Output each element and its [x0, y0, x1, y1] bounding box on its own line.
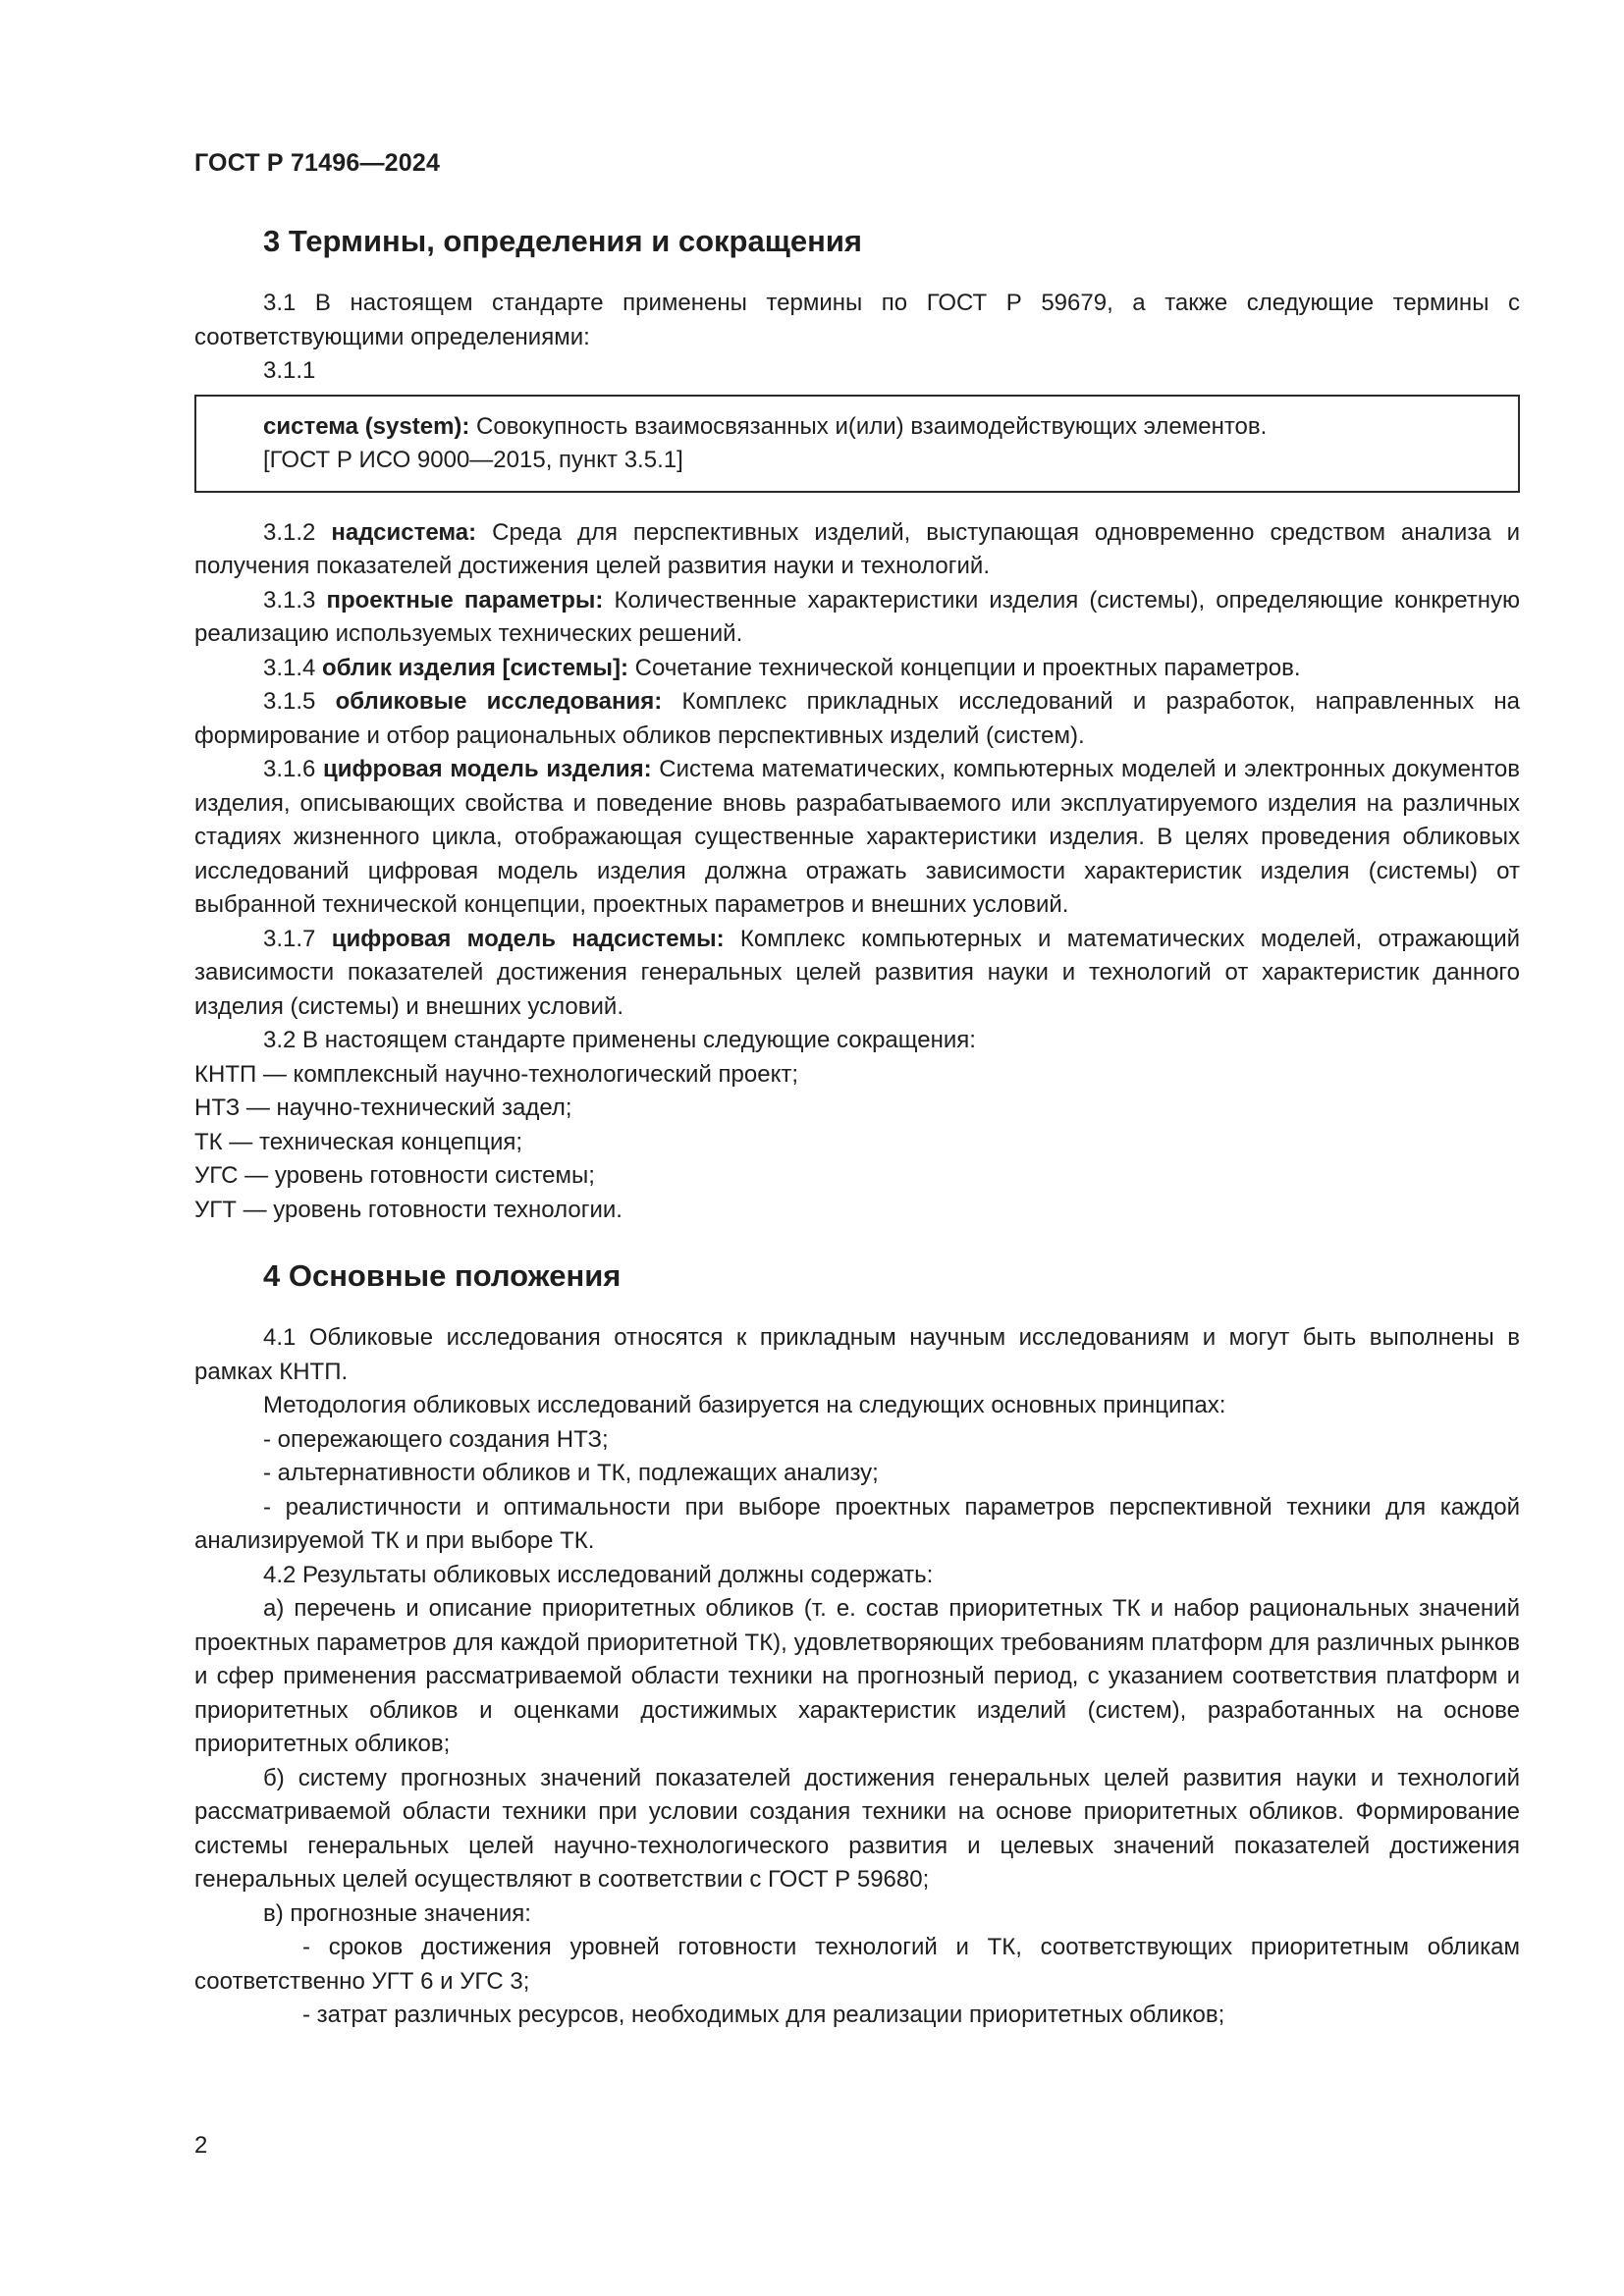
term-box-term: система (system): — [263, 412, 470, 440]
principle-item: - реалистичности и оптимальности при выборе проектных параметров перспективной техники для каждой анализируемой ТК и при выборе ТК. — [194, 1493, 1520, 1554]
term-3-1-5: 3.1.5 обликовые исследования: Комплекс прикладных исследований и разработок, направленных на формирование и отбор рациональных обликов перспективных изделий (систем). — [194, 688, 1521, 749]
term-definition-box — [194, 395, 1520, 493]
sub-item: - сроков достижения уровней готовности технологий и ТК, соответствующих приоритетным обликам соответственно УГТ 6 и УГС 3; — [194, 1934, 1520, 1995]
paragraph-3-1-1-number: 3.1.1 — [263, 357, 316, 384]
methodology-paragraph: Методология обликовых исследований базируется на следующих основных принципах: — [263, 1392, 1226, 1418]
page-number: 2 — [194, 2132, 208, 2159]
term-box-text: Совокупность взаимосвязанных и(или) взаимодействующих элементов. — [469, 412, 1268, 440]
section-3-title: 3 Термины, определения и сокращения — [263, 224, 862, 258]
paragraph-3-2: 3.2 В настоящем стандарте применены следующие сокращения: — [263, 1027, 976, 1053]
paragraph-3-1: 3.1 В настоящем стандарте применены термины по ГОСТ Р 59679, а также следующие термины с соответствующими определениями: — [194, 290, 1520, 350]
principle-item: - опережающего создания НТЗ; — [263, 1425, 609, 1453]
abbreviation-item: КНТП — комплексный научно-технологический проект; — [194, 1060, 798, 1088]
abbreviation-item: УГТ — уровень готовности технологии. — [194, 1196, 623, 1223]
principle-item: - альтернативности обликов и ТК, подлежащих анализу; — [263, 1460, 879, 1486]
term-3-1-4: 3.1.4 облик изделия [системы]: Сочетание технической концепции и проектных параметров. — [263, 654, 1301, 681]
abbreviation-item: НТЗ — научно-технический задел; — [194, 1095, 572, 1121]
term-box-source: [ГОСТ Р ИСО 9000—2015, пункт 3.5.1] — [263, 446, 683, 473]
paragraph-4-1: 4.1 Обликовые исследования относятся к прикладным научным исследованиям и могут быть выполнены в рамках КНТП. — [194, 1324, 1520, 1385]
term-3-1-3: 3.1.3 проектные параметры: Количественные характеристики изделия (системы), определяющие конкретную реализацию используемых технических решений. — [194, 586, 1520, 647]
term-3-1-7: 3.1.7 цифровая модель надсистемы: Комплекс компьютерных и математических моделей, отражающий зависимости показателей достижения генеральных целей развития науки и технологий от характеристик данного изделия (системы) и внешних условий. — [194, 925, 1521, 1020]
paragraph-4-2: 4.2 Результаты обликовых исследований должны содержать: — [263, 1561, 934, 1588]
term-3-1-6: 3.1.6 цифровая модель изделия: Система математических, компьютерных моделей и электронных документов изделия, описывающих свойства и поведение вновь разрабатываемого или эксплуатируемого изделия на различных стадиях жизненного цикла, отображающая существенные характеристики изделия. В целях проведения обликовых исследований цифровая модель изделия должна отражать зависимости характеристик изделия (системы) от выбранной технической концепции, проектных параметров и внешних условий. — [194, 756, 1521, 918]
list-item-v: в) прогнозные значения: — [263, 1899, 531, 1927]
term-3-1-2: 3.1.2 надсистема: Среда для перспективных изделий, выступающая одновременно средством анализа и получения показателей достижения целей развития науки и технологий. — [194, 518, 1521, 579]
document-code-header: ГОСТ Р 71496—2024 — [194, 149, 441, 177]
list-item-b: б) систему прогнозных значений показателей достижения генеральных целей развития науки и технологий рассматриваемой области техники при условии создания техники на основе приоритетных обликов. Формирование системы генеральных целей научно-технологического развития и целевых значений показателей достижения генеральных целей осуществляют в соответствии с ГОСТ Р 59680; — [194, 1764, 1520, 1893]
term-box-definition — [263, 410, 1500, 444]
section-4-title: 4 Основные положения — [263, 1258, 622, 1293]
page-content — [194, 222, 1520, 2033]
list-item-a: а) перечень и описание приоритетных обликов (т. е. состав приоритетных ТК и набор рациональных значений проектных параметров для каждой приоритетной ТК), удовлетворяющих требованиям платформ для различных рынков и сфер применения рассматриваемой области техники на прогнозный период, с указанием соответствия платформ и приоритетных обликов и оценками достижимых характеристик изделий (систем), разработанных на основе приоритетных обликов; — [194, 1595, 1520, 1757]
sub-item: - затрат различных ресурсов, необходимых для реализации приоритетных обликов; — [302, 2002, 1225, 2028]
abbreviation-item: УГС — уровень готовности системы; — [194, 1162, 595, 1189]
abbreviation-item: ТК — техническая концепция; — [194, 1128, 523, 1155]
